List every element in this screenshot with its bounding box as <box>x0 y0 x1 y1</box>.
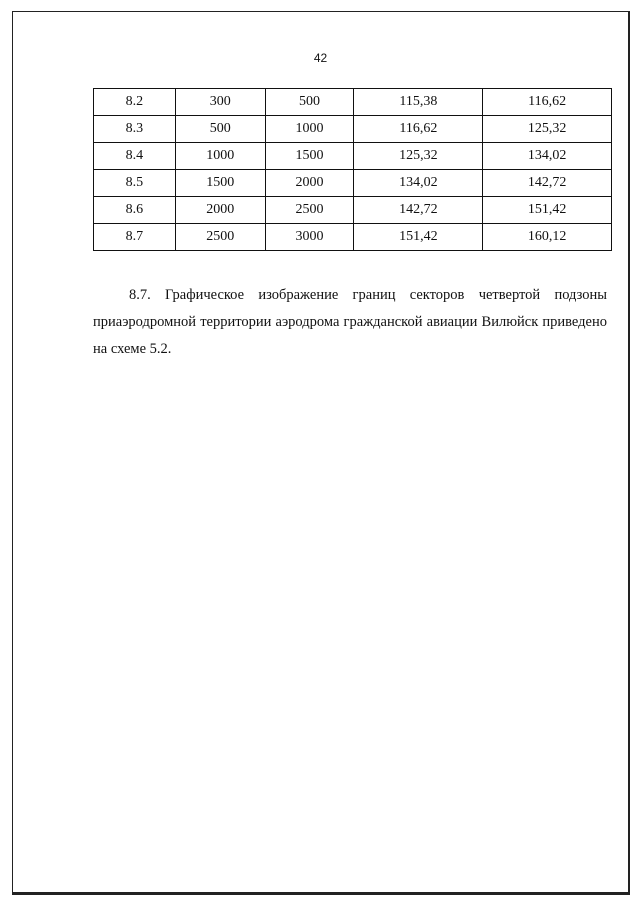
table-cell: 8.2 <box>94 89 176 116</box>
document-page <box>12 11 630 895</box>
table-cell: 125,32 <box>483 116 612 143</box>
table-cell: 116,62 <box>354 116 483 143</box>
table-cell: 8.3 <box>94 116 176 143</box>
table-cell: 500 <box>175 116 265 143</box>
table-cell: 2500 <box>265 197 354 224</box>
table-cell: 1500 <box>265 143 354 170</box>
table-cell: 2000 <box>265 170 354 197</box>
table-cell: 1000 <box>175 143 265 170</box>
table-row <box>94 224 612 251</box>
table-cell: 151,42 <box>483 197 612 224</box>
table-cell: 2500 <box>175 224 265 251</box>
table-row <box>94 89 612 116</box>
table-cell: 151,42 <box>354 224 483 251</box>
table-cell: 115,38 <box>354 89 483 116</box>
table-cell: 8.7 <box>94 224 176 251</box>
sector-table <box>93 88 612 251</box>
table-cell: 1000 <box>265 116 354 143</box>
table-row <box>94 170 612 197</box>
paragraph-line: приаэродромной территории аэродрома гражданской авиации Вилюйск приведено <box>93 314 607 330</box>
table-cell: 116,62 <box>483 89 612 116</box>
paragraph-line: на схеме 5.2. <box>93 341 172 357</box>
table-cell: 8.4 <box>94 143 176 170</box>
table-cell: 125,32 <box>354 143 483 170</box>
paragraph-8-7 <box>93 282 607 363</box>
table-cell: 500 <box>265 89 354 116</box>
table-cell: 300 <box>175 89 265 116</box>
page-number: 42 <box>313 51 328 65</box>
paragraph-line: 8.7. Графическое изображение границ секторов четвертой подзоны <box>129 287 607 303</box>
table-cell: 142,72 <box>354 197 483 224</box>
table-cell: 142,72 <box>483 170 612 197</box>
table-cell: 3000 <box>265 224 354 251</box>
table-cell: 1500 <box>175 170 265 197</box>
table-cell: 2000 <box>175 197 265 224</box>
table-cell: 134,02 <box>354 170 483 197</box>
table-cell: 134,02 <box>483 143 612 170</box>
table-cell: 8.5 <box>94 170 176 197</box>
table-row <box>94 116 612 143</box>
table-row <box>94 197 612 224</box>
table-cell: 8.6 <box>94 197 176 224</box>
table-row <box>94 143 612 170</box>
table-cell: 160,12 <box>483 224 612 251</box>
